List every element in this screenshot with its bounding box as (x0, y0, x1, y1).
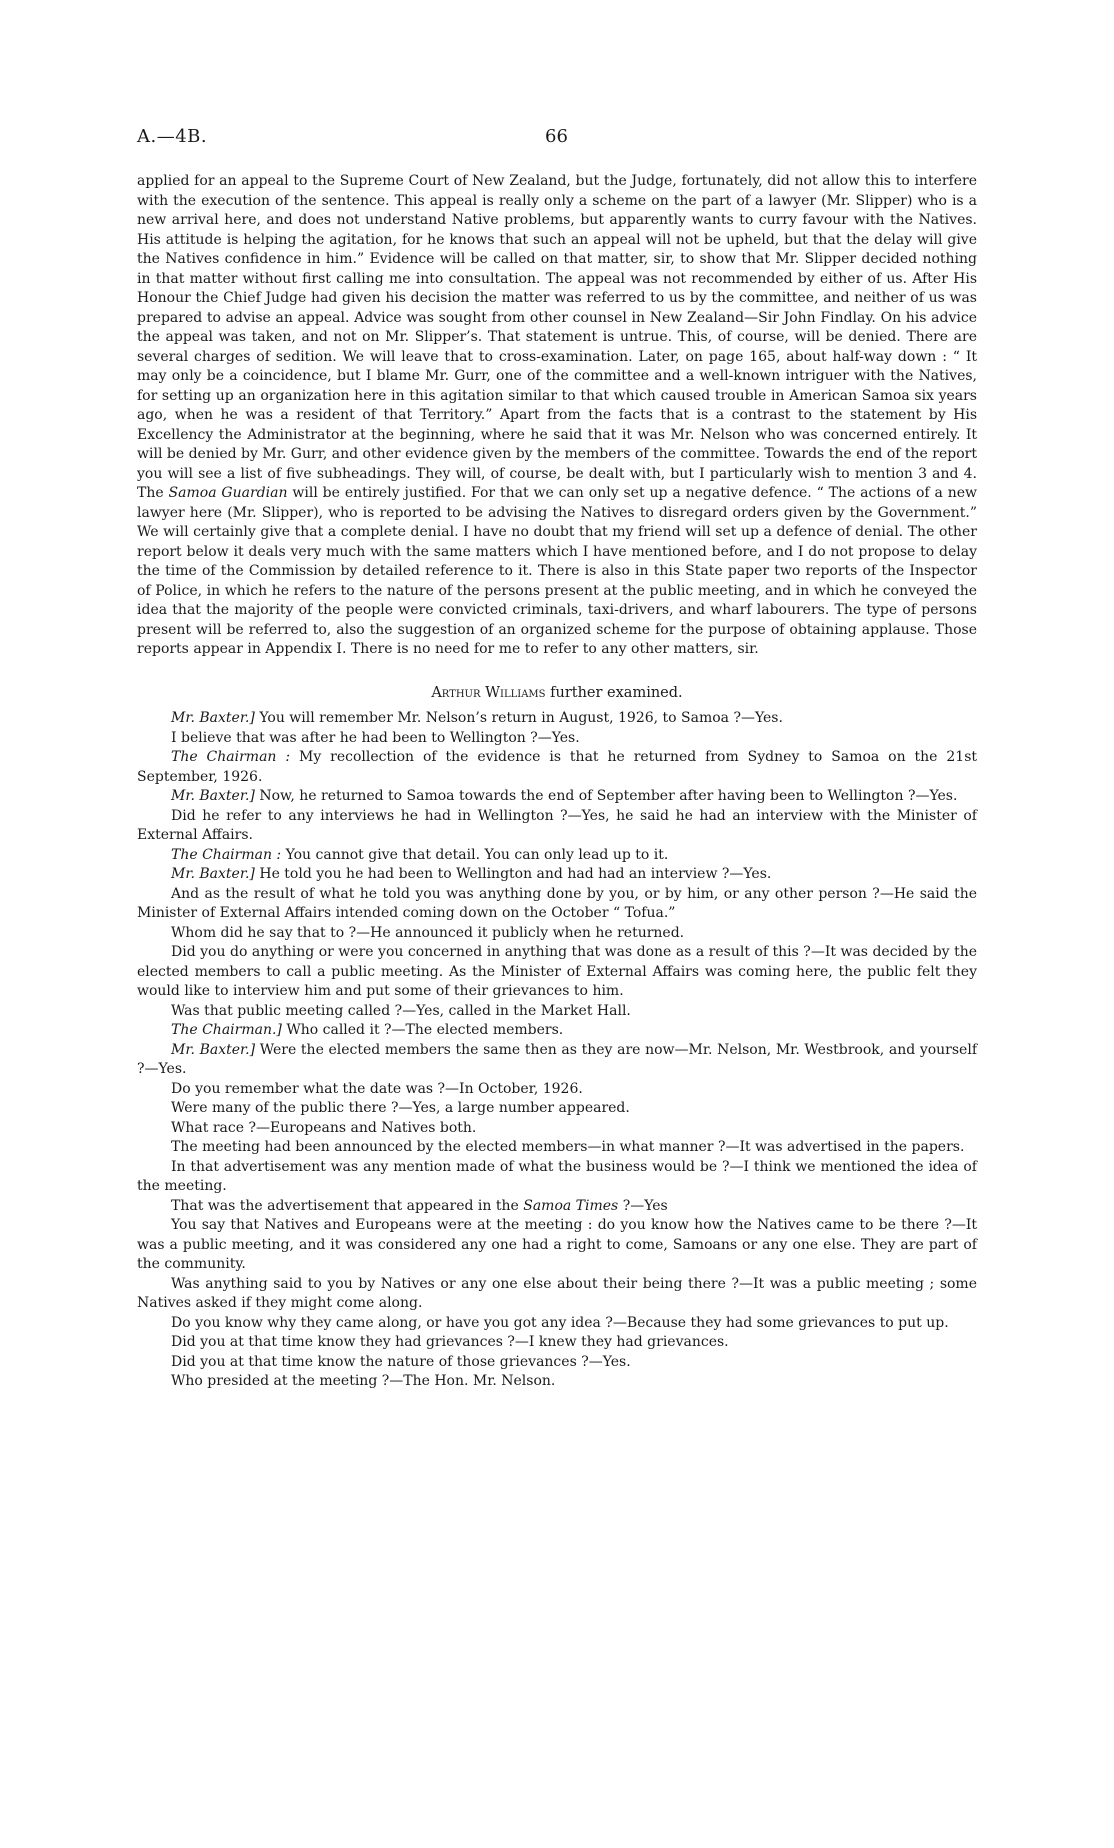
opening-paragraph (137, 172, 977, 660)
exchange-answer: ?—Yes (622, 1197, 668, 1214)
heading-rest: further examined. (550, 684, 683, 701)
exchange-text: Did you do anything or were you concerned in anything that was done as a result of this ?—It was decided by the elected members to call a public meeting. As the Minister of External Affairs was coming here, the public felt they would like to interview him and put some of their grievances to him. (137, 944, 977, 999)
transcript-exchange (137, 1372, 977, 1392)
transcript-exchange (137, 1216, 977, 1275)
transcript-exchange (137, 1275, 977, 1314)
exchange-text: Who called it ?—The elected members. (286, 1022, 564, 1038)
exchange-text: Now, he returned to Samoa towards the end of September after having been to Wellington ?—Yes. (259, 788, 958, 804)
transcript-exchange (137, 748, 977, 787)
exchange-text: I believe that was after he had been to Wellington ?—Yes. (171, 729, 580, 746)
exchange-text: Was that public meeting called ?—Yes, called in the Market Hall. (171, 1002, 631, 1019)
exchange-text: And as the result of what he told you was anything done by you, or by him, or any other person ?—He said the Minister of External Affairs intended coming down on the October “ Tofua.” (137, 885, 977, 921)
exchange-text: Do you remember what the date was ?—In October, 1926. (171, 1080, 583, 1097)
page-number: 66 (545, 126, 568, 147)
speaker-label: Mr. Baxter.] (171, 788, 255, 804)
speaker-label: The Chairman : (171, 749, 291, 765)
exchange-text: Do you know why they came along, or have you got any idea ?—Because they had some grievances to put up. (171, 1314, 949, 1331)
exchange-text: What race ?—Europeans and Natives both. (171, 1119, 477, 1136)
exchange-text: Who presided at the meeting ?—The Hon. Mr. Nelson. (171, 1373, 556, 1389)
exchange-text: You will remember Mr. Nelson’s return in August, 1926, to Samoa ?—Yes. (259, 710, 783, 726)
witness-name: Arthur Williams (431, 684, 546, 701)
transcript-exchange (137, 1080, 977, 1100)
speaker-label: The Chairman : (171, 846, 282, 863)
exchange-text: Did you at that time know the nature of those grievances ?—Yes. (171, 1353, 631, 1370)
exchange-text: Were the elected members the same then as they are now—Mr. Nelson, Mr. Westbrook, and yourself ?—Yes. (137, 1041, 978, 1077)
transcript-exchange (137, 729, 977, 749)
exchange-text: You cannot give that detail. You can only lead up to it. (285, 846, 669, 863)
transcript-exchange (137, 1353, 977, 1373)
section-heading (137, 684, 977, 704)
transcript-exchange (137, 709, 977, 729)
speaker-label: Mr. Baxter.] (171, 710, 255, 726)
document-body (137, 172, 977, 1392)
opening-text: applied for an appeal to the Supreme Court of New Zealand, but the Judge, fortunately, did not allow this to interfere with the execution of the sentence. This appeal is really only a scheme on the part of a lawyer (Mr. Slipper) who is a new arrival here, and does not understand Native problems, but apparently wants to curry favour with the Natives. His attitude is helping the agitation, for he knows that such an appeal will not be upheld, but that the delay will give the Natives confidence in him.” Evidence will be called on that matter, sir, to show that Mr. Slipper decided nothing in that matter without first calling me into consultation. The appeal was not recommended by either of us. After His Honour the Chief Judge had given his decision the matter was referred to us by the committee, and neither of us was prepared to advise an appeal. Advice was sought from other counsel in New Zealand—Sir John Findlay. On his advice the appeal was taken, and not on Mr. Slipper’s. That statement is untrue. This, of course, will be denied. There are several charges of sedition. We will leave that to cross-examination. Later, on page 165, about half-way down : “ It may only be a coincidence, but I blame Mr. Gurr, one of the committee and a well-known intriguer with the Natives, for setting up an organization here in this agitation similar to that which caused trouble in American Samoa six years ago, when he was a resident of that Territory.” Apart from the facts that is a contrast to the statement by His Excellency the Administrator at the beginning, where he said that it was Mr. Nelson who was concerned entirely. It will be denied by Mr. Gurr, and other evidence given by the members of the committee. Towards the end of the report you will see a list of five subheadings. They will, of course, be dealt with, but I particularly wish to mention 3 and 4. The (137, 173, 977, 501)
transcript-exchange (137, 1314, 977, 1334)
transcript-exchange (137, 885, 977, 924)
transcript-exchange (137, 1138, 977, 1158)
transcript-exchange (137, 1333, 977, 1353)
exchange-text: That was the advertisement that appeared in the (171, 1197, 519, 1214)
transcript-exchange (137, 846, 977, 866)
exchange-text: Did you at that time know they had grievances ?—I knew they had grievances. (171, 1334, 729, 1350)
transcript-exchange (137, 1021, 977, 1041)
examination-transcript (137, 709, 977, 1392)
newspaper-title: Samoa Guardian (168, 485, 288, 501)
transcript-exchange (137, 943, 977, 1002)
exchange-text: Was anything said to you by Natives or any one else about their being there ?—It was a public meeting ; some Natives asked if they might come along. (137, 1275, 977, 1311)
transcript-exchange (137, 1002, 977, 1022)
exchange-text: He told you he had been to Wellington and had had an interview ?—Yes. (259, 866, 772, 882)
transcript-exchange (137, 787, 977, 807)
exchange-text: Were many of the public there ?—Yes, a large number appeared. (171, 1100, 630, 1116)
speaker-label: The Chairman.] (171, 1022, 282, 1038)
transcript-exchange (137, 1197, 977, 1217)
exchange-text: You say that Natives and Europeans were at the meeting : do you know how the Natives came to be there ?—It was a public meeting, and it was considered any one had a right to come, Samoans or any one else. They are part of the community. (137, 1217, 977, 1272)
document-reference: A.—4B. (137, 126, 208, 147)
transcript-exchange (137, 1158, 977, 1197)
exchange-text: In that advertisement was any mention made of what the business would be ?—I think we mentioned the idea of the meeting. (137, 1158, 977, 1194)
speaker-label: Mr. Baxter.] (171, 866, 255, 882)
transcript-exchange (137, 1041, 977, 1080)
transcript-exchange (137, 865, 977, 885)
transcript-exchange (137, 1119, 977, 1139)
transcript-exchange (137, 924, 977, 944)
newspaper-title: Samoa Times (523, 1197, 619, 1214)
speaker-label: Mr. Baxter.] (171, 1041, 256, 1058)
exchange-text: Whom did he say that to ?—He announced it publicly when he returned. (171, 924, 685, 941)
transcript-exchange (137, 807, 977, 846)
transcript-exchange (137, 1099, 977, 1119)
opening-text-rest: will be entirely justified. For that we can only set up a negative defence. “ The actions of a new lawyer here (Mr. Slipper), who is reported to be advising the Natives to disregard orders given by the Government.” We will certainly give that a complete denial. I have no doubt that my friend will set up a defence of denial. The other report below it deals very much with the same matters which I have mentioned before, and I do not propose to delay the time of the Commission by detailed reference to it. There is also in this State paper two reports of the Inspector of Police, in which he refers to the nature of the persons present at the public meeting, and in which he conveyed the idea that the majority of the people were convicted criminals, taxi-drivers, and wharf labourers. The type of persons present will be referred to, also the suggestion of an organized scheme for the purpose of obtaining applause. Those reports appear in Appendix I. There is no need for me to refer to any other matters, sir. (137, 485, 978, 657)
exchange-text: Did he refer to any interviews he had in Wellington ?—Yes, he said he had an interview with the Minister of External Affairs. (137, 807, 977, 843)
exchange-text: The meeting had been announced by the elected members—in what manner ?—It was advertised in the papers. (171, 1139, 965, 1155)
exchange-text: My recollection of the evidence is that he returned from Sydney to Samoa on the 21st September, 1926. (137, 749, 978, 785)
